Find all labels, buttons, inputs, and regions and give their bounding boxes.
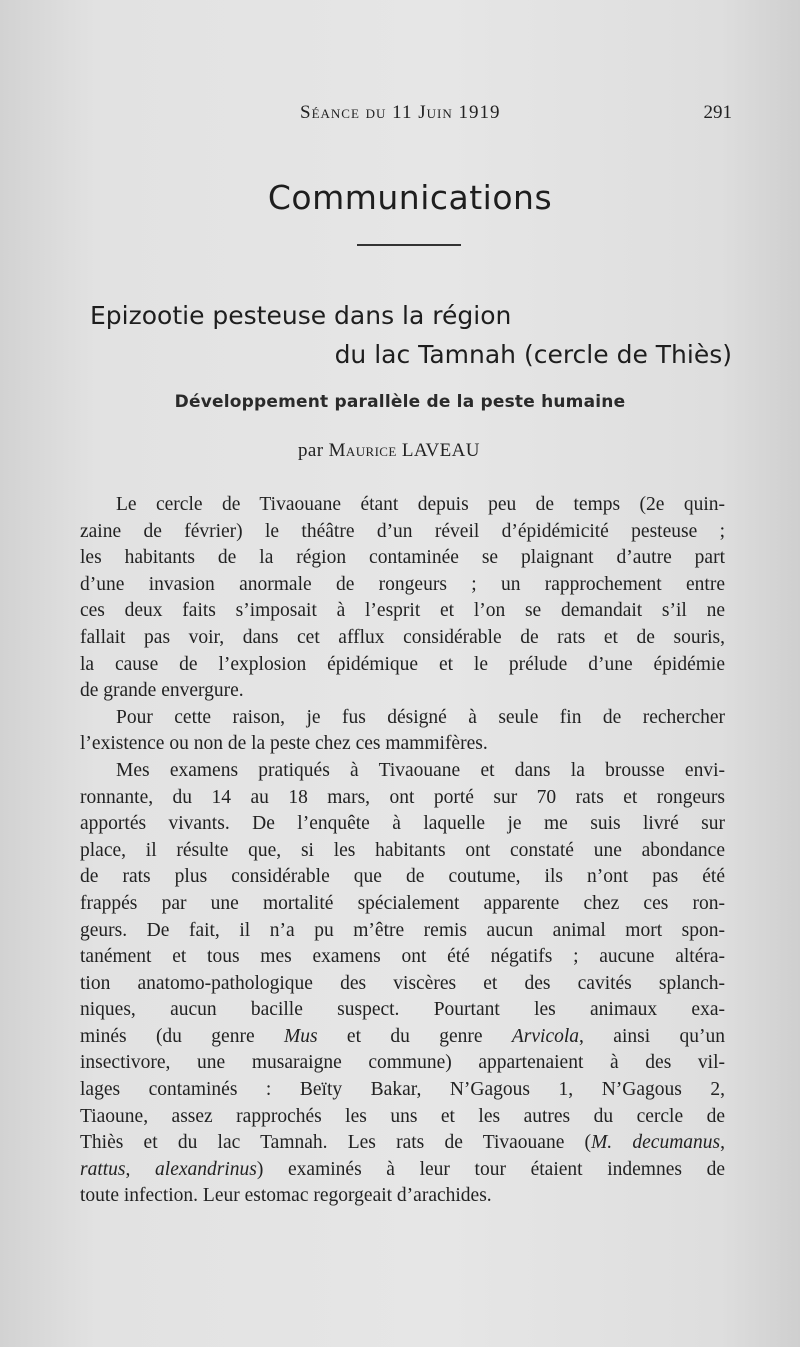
- article-title-line-1: Epizootie pesteuse dans la région: [90, 301, 512, 330]
- text-line: Tiaoune, assez rapprochés les uns et les autres du cercle de: [80, 1105, 725, 1127]
- text-line: [80, 1130, 725, 1157]
- paragraph: [80, 705, 725, 758]
- text-line: la cause de l’explosion épidémique et le prélude d’une épidémie: [80, 653, 725, 675]
- text-line: Pour cette raison, je fus désigné à seule fin de rechercher: [116, 706, 725, 728]
- title-rule: [357, 244, 461, 246]
- byline: [298, 440, 480, 462]
- text-line: lages contaminés : Beïty Bakar, N’Gagous 1, N’Gagous 2,: [80, 1079, 725, 1101]
- text-line: niques, aucun bacille suspect. Pourtant les animaux exa-: [80, 999, 725, 1021]
- text-line: toute infection. Leur estomac regorgeait d’arachides.: [80, 1185, 492, 1207]
- article-subtitle: Développement parallèle de la peste humaine: [174, 392, 626, 412]
- text-line: les habitants de la région contaminée se plaignant d’autre part: [80, 547, 725, 569]
- text-line: Mes examens pratiqués à Tivaouane et dans la brousse envi-: [116, 759, 725, 781]
- genus-name: Mus: [283, 1025, 318, 1047]
- article-body: [80, 492, 725, 1210]
- author-last-name: LAVEAU: [401, 440, 480, 461]
- text-run: , ainsi qu’un: [579, 1025, 725, 1047]
- text-line: Le cercle de Tivaouane étant depuis peu de temps (2e quin-: [116, 494, 725, 515]
- text-line: place, il résulte que, si les habitants ont constaté une abondance: [80, 839, 725, 861]
- text-line: insectivore, une musaraigne commune) appartenaient à des vil-: [80, 1052, 725, 1074]
- text-line: fallait pas voir, dans cet afflux considérable de rats et de souris,: [80, 626, 725, 648]
- page-number: 291: [703, 102, 732, 123]
- text-line: [80, 1024, 725, 1051]
- text-line: [80, 1157, 725, 1184]
- text-run: minés (du genre: [80, 1025, 284, 1047]
- paragraph: [80, 492, 725, 705]
- byline-prefix: par: [298, 440, 324, 461]
- species-name: M. decumanus: [591, 1132, 721, 1154]
- article-title-line-2: du lac Tamnah (cercle de Thiès): [334, 340, 732, 369]
- text-line: apportés vivants. De l’enquête à laquelle je me suis livré sur: [80, 813, 725, 835]
- text-line: de rats plus considérable que de coutume, ils n’ont pas été: [80, 866, 725, 888]
- text-line: tanément et tous mes examens ont été négatifs ; aucune altéra-: [80, 946, 725, 968]
- author-first-name: Maurice: [328, 440, 397, 461]
- text-line: d’une invasion anormale de rongeurs ; un rapprochement entre: [80, 573, 725, 595]
- paragraph: [80, 758, 725, 1210]
- section-title: Communications: [267, 178, 553, 217]
- running-header: [0, 102, 800, 130]
- text-run: ,: [125, 1158, 156, 1180]
- text-line: l’existence ou non de la peste chez ces mammifères.: [80, 733, 488, 755]
- text-run: Thiès et du lac Tamnah. Les rats de Tivaouane (: [80, 1132, 592, 1154]
- text-line: geurs. De fait, il n’a pu m’être remis aucun animal mort spon-: [80, 919, 725, 941]
- text-run: et du genre: [317, 1025, 512, 1047]
- text-line: frappés par une mortalité spécialement apparente chez ces ron-: [80, 892, 725, 914]
- text-line: tion anatomo-pathologique des viscères et des cavités splanch-: [80, 972, 725, 994]
- genus-name: Arvicola: [511, 1025, 580, 1047]
- running-title: Séance du 11 Juin 1919: [300, 102, 501, 123]
- text-run: ,: [720, 1132, 725, 1154]
- species-name: alexandrinus: [155, 1158, 257, 1180]
- species-name: rattus: [80, 1158, 126, 1180]
- text-line: ces deux faits s’imposait à l’esprit et l’on se demandait s’il ne: [80, 600, 725, 622]
- text-line: ronnante, du 14 au 18 mars, ont porté sur 70 rats et rongeurs: [80, 786, 725, 808]
- text-line: de grande envergure.: [80, 680, 244, 702]
- text-run: ) examinés à leur tour étaient indemnes de: [256, 1158, 726, 1180]
- text-line: zaine de février) le théâtre d’un réveil d’épidémicité pesteuse ;: [80, 520, 725, 542]
